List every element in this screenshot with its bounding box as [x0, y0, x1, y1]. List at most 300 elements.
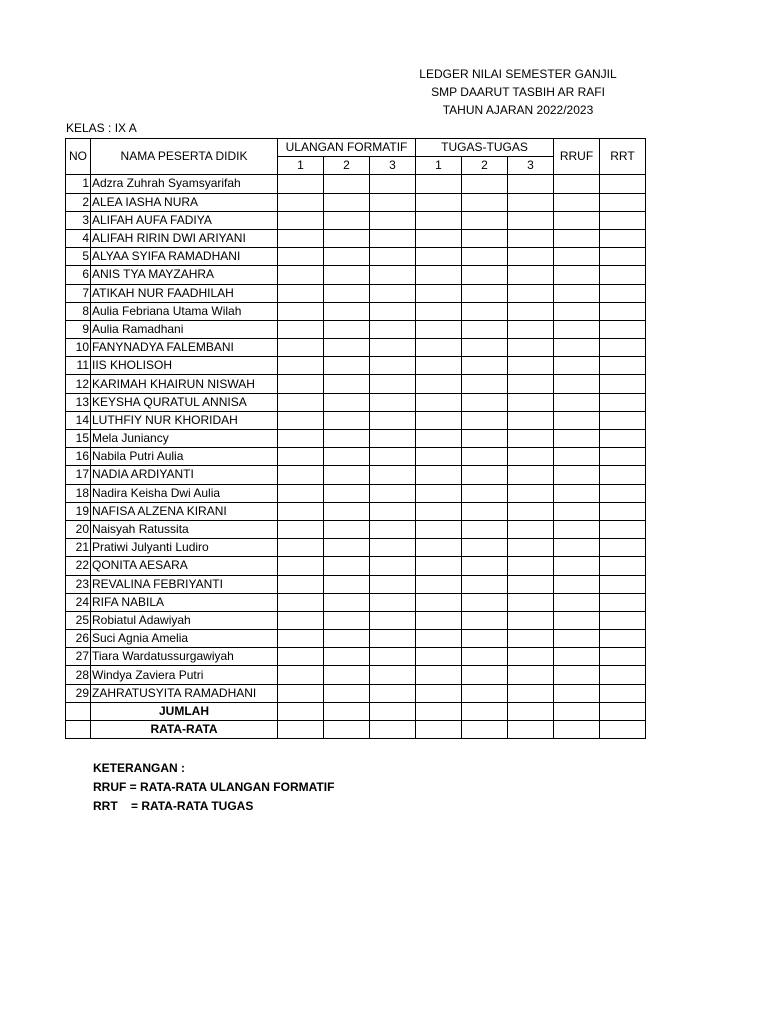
score-cell[interactable]: [600, 357, 646, 375]
score-cell[interactable]: [370, 411, 416, 429]
score-cell[interactable]: [278, 557, 324, 575]
student-number: 25: [66, 611, 91, 629]
score-cell[interactable]: [508, 266, 554, 284]
school-name: SMP DAARUT TASBIH AR RAFI: [431, 85, 605, 99]
score-cell[interactable]: [416, 430, 462, 448]
score-cell[interactable]: [554, 339, 600, 357]
score-cell[interactable]: [462, 175, 508, 193]
student-number: 18: [66, 484, 91, 502]
score-cell[interactable]: [324, 539, 370, 557]
score-cell[interactable]: [508, 502, 554, 520]
score-cell[interactable]: [554, 721, 600, 739]
student-name: Pratiwi Julyanti Ludiro: [91, 539, 278, 557]
score-cell[interactable]: [462, 611, 508, 629]
score-cell[interactable]: [508, 484, 554, 502]
total-row: [66, 702, 646, 720]
score-cell[interactable]: [600, 411, 646, 429]
student-name: IIS KHOLISOH: [91, 357, 278, 375]
score-cell[interactable]: [324, 211, 370, 229]
score-cell[interactable]: [324, 611, 370, 629]
score-cell[interactable]: [278, 502, 324, 520]
score-cell[interactable]: [370, 266, 416, 284]
score-cell[interactable]: [370, 193, 416, 211]
score-cell[interactable]: [462, 411, 508, 429]
score-cell[interactable]: [416, 702, 462, 720]
score-cell[interactable]: [370, 666, 416, 684]
score-cell[interactable]: [324, 630, 370, 648]
empty-cell: [66, 721, 91, 739]
score-cell[interactable]: [324, 375, 370, 393]
score-cell[interactable]: [508, 684, 554, 702]
score-cell[interactable]: [278, 229, 324, 247]
score-cell[interactable]: [370, 466, 416, 484]
score-cell[interactable]: [416, 357, 462, 375]
score-cell[interactable]: [370, 611, 416, 629]
score-cell[interactable]: [508, 357, 554, 375]
score-cell[interactable]: [462, 430, 508, 448]
student-name: ALEA IASHA NURA: [91, 193, 278, 211]
score-cell[interactable]: [508, 175, 554, 193]
score-cell[interactable]: [416, 193, 462, 211]
score-cell[interactable]: [278, 684, 324, 702]
score-cell[interactable]: [508, 448, 554, 466]
score-cell[interactable]: [278, 248, 324, 266]
score-cell[interactable]: [462, 666, 508, 684]
score-cell[interactable]: [600, 175, 646, 193]
student-name: KARIMAH KHAIRUN NISWAH: [91, 375, 278, 393]
score-cell[interactable]: [508, 193, 554, 211]
score-cell[interactable]: [462, 211, 508, 229]
score-cell[interactable]: [324, 666, 370, 684]
score-cell[interactable]: [508, 411, 554, 429]
score-cell[interactable]: [278, 666, 324, 684]
score-cell[interactable]: [600, 611, 646, 629]
score-cell[interactable]: [324, 284, 370, 302]
score-cell[interactable]: [554, 448, 600, 466]
score-cell[interactable]: [278, 357, 324, 375]
score-cell[interactable]: [324, 430, 370, 448]
score-cell[interactable]: [600, 266, 646, 284]
score-cell[interactable]: [554, 175, 600, 193]
score-cell[interactable]: [278, 266, 324, 284]
table-row: [66, 484, 646, 502]
table-row: [66, 175, 646, 193]
score-cell[interactable]: [508, 229, 554, 247]
score-cell[interactable]: [370, 630, 416, 648]
score-cell[interactable]: [278, 193, 324, 211]
score-cell[interactable]: [370, 575, 416, 593]
score-cell[interactable]: [370, 648, 416, 666]
score-cell[interactable]: [324, 721, 370, 739]
score-cell[interactable]: [370, 502, 416, 520]
score-cell[interactable]: [370, 520, 416, 538]
score-cell[interactable]: [278, 339, 324, 357]
student-number: 4: [66, 229, 91, 247]
score-cell[interactable]: [462, 375, 508, 393]
table-row: [66, 284, 646, 302]
score-cell[interactable]: [370, 248, 416, 266]
score-cell[interactable]: [554, 593, 600, 611]
score-cell[interactable]: [462, 448, 508, 466]
score-cell[interactable]: [278, 411, 324, 429]
score-cell[interactable]: [324, 448, 370, 466]
score-cell[interactable]: [278, 539, 324, 557]
score-cell[interactable]: [324, 302, 370, 320]
score-cell[interactable]: [324, 502, 370, 520]
score-cell[interactable]: [324, 393, 370, 411]
student-name: ZAHRATUSYITA RAMADHANI: [91, 684, 278, 702]
score-cell[interactable]: [508, 375, 554, 393]
score-cell[interactable]: [278, 320, 324, 338]
score-cell[interactable]: [508, 320, 554, 338]
score-cell[interactable]: [416, 466, 462, 484]
score-cell[interactable]: [416, 411, 462, 429]
score-cell[interactable]: [462, 193, 508, 211]
score-cell[interactable]: [416, 375, 462, 393]
score-cell[interactable]: [416, 648, 462, 666]
score-cell[interactable]: [600, 666, 646, 684]
score-cell[interactable]: [462, 593, 508, 611]
score-cell[interactable]: [554, 284, 600, 302]
score-cell[interactable]: [416, 248, 462, 266]
score-cell[interactable]: [462, 248, 508, 266]
subheader-uf-3: 3: [370, 157, 416, 175]
score-cell[interactable]: [554, 393, 600, 411]
score-cell[interactable]: [554, 557, 600, 575]
score-cell[interactable]: [370, 320, 416, 338]
score-cell[interactable]: [416, 229, 462, 247]
score-cell[interactable]: [554, 702, 600, 720]
empty-cell: [66, 702, 91, 720]
score-cell[interactable]: [600, 448, 646, 466]
student-name: ANIS TYA MAYZAHRA: [91, 266, 278, 284]
score-cell[interactable]: [278, 484, 324, 502]
score-cell[interactable]: [554, 229, 600, 247]
score-cell[interactable]: [600, 721, 646, 739]
score-cell[interactable]: [370, 229, 416, 247]
score-cell[interactable]: [508, 393, 554, 411]
score-cell[interactable]: [416, 266, 462, 284]
score-cell[interactable]: [278, 211, 324, 229]
score-cell[interactable]: [554, 302, 600, 320]
score-cell[interactable]: [554, 375, 600, 393]
score-cell[interactable]: [600, 593, 646, 611]
score-cell[interactable]: [600, 684, 646, 702]
score-cell[interactable]: [554, 466, 600, 484]
score-cell[interactable]: [370, 284, 416, 302]
class-label: KELAS : IX A: [66, 121, 137, 135]
score-cell[interactable]: [416, 302, 462, 320]
score-cell[interactable]: [278, 520, 324, 538]
score-cell[interactable]: [370, 593, 416, 611]
score-cell[interactable]: [600, 557, 646, 575]
score-cell[interactable]: [324, 484, 370, 502]
score-cell[interactable]: [416, 593, 462, 611]
score-cell[interactable]: [278, 593, 324, 611]
score-cell[interactable]: [370, 175, 416, 193]
score-cell[interactable]: [508, 520, 554, 538]
score-cell[interactable]: [462, 721, 508, 739]
header-rrt: RRT: [600, 139, 646, 175]
score-cell[interactable]: [462, 702, 508, 720]
score-cell[interactable]: [600, 211, 646, 229]
score-cell[interactable]: [600, 539, 646, 557]
score-cell[interactable]: [508, 721, 554, 739]
score-cell[interactable]: [416, 520, 462, 538]
score-cell[interactable]: [416, 448, 462, 466]
score-cell[interactable]: [370, 357, 416, 375]
student-number: 13: [66, 393, 91, 411]
student-name: RIFA NABILA: [91, 593, 278, 611]
score-cell[interactable]: [600, 320, 646, 338]
score-cell[interactable]: [554, 266, 600, 284]
score-cell[interactable]: [416, 320, 462, 338]
score-cell[interactable]: [370, 375, 416, 393]
score-cell[interactable]: [370, 539, 416, 557]
score-cell[interactable]: [600, 520, 646, 538]
score-cell[interactable]: [554, 320, 600, 338]
score-cell[interactable]: [278, 648, 324, 666]
score-cell[interactable]: [324, 575, 370, 593]
header-assignments: TUGAS-TUGAS: [416, 139, 554, 157]
score-cell[interactable]: [600, 284, 646, 302]
score-cell[interactable]: [416, 539, 462, 557]
score-cell[interactable]: [278, 284, 324, 302]
score-cell[interactable]: [324, 466, 370, 484]
score-cell[interactable]: [278, 302, 324, 320]
score-cell[interactable]: [324, 684, 370, 702]
score-cell[interactable]: [416, 175, 462, 193]
score-cell[interactable]: [600, 248, 646, 266]
score-cell[interactable]: [324, 520, 370, 538]
score-cell[interactable]: [600, 502, 646, 520]
score-cell[interactable]: [324, 557, 370, 575]
table-row: [66, 502, 646, 520]
score-cell[interactable]: [416, 502, 462, 520]
score-cell[interactable]: [278, 611, 324, 629]
table-row: [66, 575, 646, 593]
score-cell[interactable]: [462, 575, 508, 593]
table-row: [66, 357, 646, 375]
score-cell[interactable]: [416, 557, 462, 575]
score-cell[interactable]: [600, 575, 646, 593]
notes-title: KETERANGAN :: [93, 761, 185, 775]
score-cell[interactable]: [508, 702, 554, 720]
score-cell[interactable]: [416, 611, 462, 629]
score-cell[interactable]: [324, 175, 370, 193]
score-cell[interactable]: [462, 266, 508, 284]
score-cell[interactable]: [370, 302, 416, 320]
score-cell[interactable]: [278, 448, 324, 466]
score-cell[interactable]: [462, 393, 508, 411]
score-cell[interactable]: [554, 430, 600, 448]
subheader-tugas-2: 2: [462, 157, 508, 175]
score-cell[interactable]: [324, 193, 370, 211]
score-cell[interactable]: [278, 702, 324, 720]
score-cell[interactable]: [462, 466, 508, 484]
score-cell[interactable]: [508, 430, 554, 448]
score-cell[interactable]: [508, 611, 554, 629]
score-cell[interactable]: [370, 448, 416, 466]
score-cell[interactable]: [600, 339, 646, 357]
table-row: [66, 266, 646, 284]
score-cell[interactable]: [324, 702, 370, 720]
score-cell[interactable]: [462, 648, 508, 666]
score-cell[interactable]: [416, 630, 462, 648]
score-cell[interactable]: [600, 375, 646, 393]
score-cell[interactable]: [508, 248, 554, 266]
score-cell[interactable]: [600, 648, 646, 666]
student-number: 11: [66, 357, 91, 375]
score-cell[interactable]: [278, 430, 324, 448]
score-cell[interactable]: [554, 611, 600, 629]
student-number: 6: [66, 266, 91, 284]
score-cell[interactable]: [416, 339, 462, 357]
student-number: 21: [66, 539, 91, 557]
score-cell[interactable]: [508, 593, 554, 611]
score-cell[interactable]: [600, 302, 646, 320]
score-cell[interactable]: [554, 411, 600, 429]
score-cell[interactable]: [278, 393, 324, 411]
score-cell[interactable]: [370, 211, 416, 229]
score-cell[interactable]: [600, 229, 646, 247]
header-no: NO: [66, 139, 91, 175]
student-name: ALYAA SYIFA RAMADHANI: [91, 248, 278, 266]
score-cell[interactable]: [370, 393, 416, 411]
score-cell[interactable]: [278, 721, 324, 739]
score-cell[interactable]: [370, 702, 416, 720]
score-cell[interactable]: [508, 211, 554, 229]
score-cell[interactable]: [462, 284, 508, 302]
score-cell[interactable]: [554, 248, 600, 266]
legend-notes: [93, 759, 334, 816]
score-cell[interactable]: [416, 484, 462, 502]
score-cell[interactable]: [554, 666, 600, 684]
score-cell[interactable]: [600, 466, 646, 484]
score-cell[interactable]: [278, 375, 324, 393]
score-cell[interactable]: [554, 211, 600, 229]
score-cell[interactable]: [278, 575, 324, 593]
header-rruf: RRUF: [554, 139, 600, 175]
student-name: Windya Zaviera Putri: [91, 666, 278, 684]
score-cell[interactable]: [462, 520, 508, 538]
subheader-uf-2: 2: [324, 157, 370, 175]
score-cell[interactable]: [462, 539, 508, 557]
score-cell[interactable]: [324, 357, 370, 375]
score-cell[interactable]: [554, 357, 600, 375]
score-cell[interactable]: [370, 484, 416, 502]
score-cell[interactable]: [324, 320, 370, 338]
score-cell[interactable]: [508, 648, 554, 666]
score-cell[interactable]: [462, 229, 508, 247]
student-name: Aulia Febriana Utama Wilah: [91, 302, 278, 320]
score-cell[interactable]: [600, 193, 646, 211]
score-cell[interactable]: [508, 339, 554, 357]
score-cell[interactable]: [600, 393, 646, 411]
score-cell[interactable]: [416, 393, 462, 411]
score-cell[interactable]: [416, 284, 462, 302]
score-cell[interactable]: [416, 575, 462, 593]
score-cell[interactable]: [554, 502, 600, 520]
score-cell[interactable]: [370, 721, 416, 739]
score-cell[interactable]: [324, 648, 370, 666]
score-cell[interactable]: [416, 721, 462, 739]
score-cell[interactable]: [278, 175, 324, 193]
score-cell[interactable]: [416, 211, 462, 229]
score-cell[interactable]: [462, 357, 508, 375]
score-cell[interactable]: [508, 302, 554, 320]
score-cell[interactable]: [508, 575, 554, 593]
score-cell[interactable]: [416, 684, 462, 702]
score-cell[interactable]: [600, 430, 646, 448]
student-number: 24: [66, 593, 91, 611]
score-cell[interactable]: [462, 320, 508, 338]
score-cell[interactable]: [324, 266, 370, 284]
score-cell[interactable]: [370, 430, 416, 448]
score-cell[interactable]: [554, 520, 600, 538]
score-cell[interactable]: [554, 575, 600, 593]
score-cell[interactable]: [278, 466, 324, 484]
score-cell[interactable]: [324, 593, 370, 611]
score-cell[interactable]: [554, 684, 600, 702]
score-cell[interactable]: [416, 666, 462, 684]
table-row: [66, 520, 646, 538]
score-cell[interactable]: [508, 630, 554, 648]
table-row: [66, 666, 646, 684]
score-cell[interactable]: [324, 229, 370, 247]
score-cell[interactable]: [554, 539, 600, 557]
score-cell[interactable]: [370, 557, 416, 575]
table-row: [66, 229, 646, 247]
score-cell[interactable]: [370, 339, 416, 357]
score-cell[interactable]: [600, 630, 646, 648]
score-cell[interactable]: [600, 702, 646, 720]
score-cell[interactable]: [508, 284, 554, 302]
student-name: FANYNADYA FALEMBANI: [91, 339, 278, 357]
score-cell[interactable]: [462, 557, 508, 575]
notes-rrt: RRT = RATA-RATA TUGAS: [93, 799, 254, 813]
score-cell[interactable]: [508, 557, 554, 575]
table-row: [66, 630, 646, 648]
score-cell[interactable]: [508, 666, 554, 684]
score-cell[interactable]: [278, 630, 324, 648]
grade-ledger-table: [65, 138, 646, 739]
score-cell[interactable]: [600, 484, 646, 502]
score-cell[interactable]: [462, 630, 508, 648]
score-cell[interactable]: [508, 539, 554, 557]
student-name: NADIA ARDIYANTI: [91, 466, 278, 484]
score-cell[interactable]: [462, 302, 508, 320]
score-cell[interactable]: [462, 684, 508, 702]
student-number: 19: [66, 502, 91, 520]
score-cell[interactable]: [324, 248, 370, 266]
score-cell[interactable]: [324, 411, 370, 429]
score-cell[interactable]: [462, 484, 508, 502]
score-cell[interactable]: [370, 684, 416, 702]
score-cell[interactable]: [508, 466, 554, 484]
student-number: 26: [66, 630, 91, 648]
score-cell[interactable]: [554, 193, 600, 211]
student-name: Nadira Keisha Dwi Aulia: [91, 484, 278, 502]
score-cell[interactable]: [462, 339, 508, 357]
score-cell[interactable]: [554, 484, 600, 502]
score-cell[interactable]: [554, 630, 600, 648]
score-cell[interactable]: [554, 648, 600, 666]
average-label: RATA-RATA: [91, 721, 278, 739]
header-formative-tests: ULANGAN FORMATIF: [278, 139, 416, 157]
score-cell[interactable]: [324, 339, 370, 357]
score-cell[interactable]: [462, 502, 508, 520]
